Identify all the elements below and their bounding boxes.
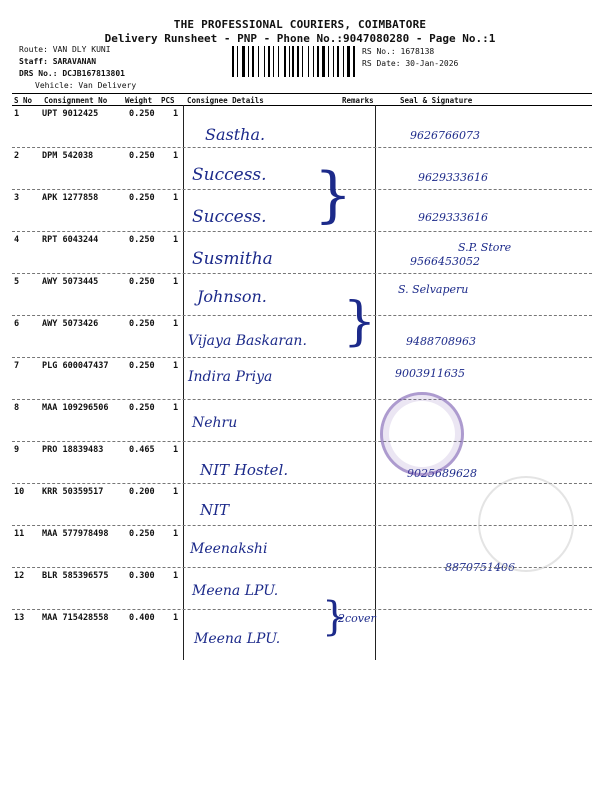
row-weight: 0.250 bbox=[129, 151, 155, 161]
barcode-bar bbox=[310, 46, 312, 77]
row-weight: 0.250 bbox=[129, 193, 155, 203]
barcode-bar bbox=[246, 46, 247, 77]
row-pcs: 1 bbox=[173, 529, 179, 539]
row-pcs: 1 bbox=[173, 445, 179, 455]
row-pcs: 1 bbox=[173, 571, 179, 581]
row-signature: 9629333616 bbox=[418, 171, 488, 184]
row-consignment: MAA 577978498 bbox=[42, 529, 109, 539]
row-separator bbox=[12, 231, 592, 232]
barcode-bar bbox=[326, 46, 327, 77]
row-consignment: AWY 5073445 bbox=[42, 277, 99, 287]
row-signature: 9003911635 bbox=[395, 367, 465, 380]
barcode-bar bbox=[347, 46, 350, 77]
row-consignment: UPT 9012425 bbox=[42, 109, 99, 119]
row-signature: 9629333616 bbox=[418, 211, 488, 224]
barcode-bar bbox=[292, 46, 294, 77]
row-pcs: 1 bbox=[173, 193, 179, 203]
row-signature: 9488708963 bbox=[406, 335, 476, 348]
table-top-rule bbox=[12, 93, 592, 94]
barcode-bar bbox=[297, 46, 299, 77]
barcode-bar bbox=[232, 46, 234, 77]
row-pcs: 1 bbox=[173, 361, 179, 371]
barcode-bar bbox=[258, 46, 259, 77]
row-sno: 1 bbox=[14, 109, 20, 119]
drs-value: DCJB167813801 bbox=[62, 69, 125, 78]
row-separator bbox=[12, 315, 592, 316]
barcode-bar bbox=[235, 46, 236, 77]
barcode-bar bbox=[308, 46, 309, 77]
barcode-bar bbox=[271, 46, 272, 77]
vehicle-label: Vehicle: Van Delivery bbox=[35, 81, 137, 90]
staff-value: SARAVANAN bbox=[52, 57, 97, 66]
row-separator bbox=[12, 273, 592, 274]
row-signature: 8870751406 bbox=[445, 561, 515, 574]
barcode-bar bbox=[317, 46, 319, 77]
barcode-bar bbox=[275, 46, 277, 77]
row-consignment: PRO 18839483 bbox=[42, 445, 104, 455]
row-sno: 7 bbox=[14, 361, 20, 371]
barcode-bar bbox=[248, 46, 249, 77]
col-sno: S No bbox=[14, 96, 33, 105]
col-consignee: Consignee Details bbox=[187, 96, 264, 105]
barcode-bar bbox=[304, 46, 307, 77]
barcode-bar bbox=[284, 46, 286, 77]
row-weight: 0.250 bbox=[129, 361, 155, 371]
barcode-bar bbox=[239, 46, 241, 77]
row-pcs: 1 bbox=[173, 151, 179, 161]
row-pcs: 1 bbox=[173, 487, 179, 497]
row-signature: 9566453052 bbox=[410, 255, 480, 268]
barcode-bar bbox=[237, 46, 238, 77]
two-cover-note: 2cover bbox=[338, 612, 376, 625]
brace-rows-5-6: } bbox=[343, 292, 377, 352]
brace-rows-12-13: } bbox=[322, 594, 348, 640]
barcode-bar bbox=[260, 46, 263, 77]
route-label: Route: VAN DLY KUNI bbox=[19, 45, 111, 54]
rs-date: RS Date: 30-Jan-2026 bbox=[362, 59, 459, 68]
table-header-rule bbox=[12, 105, 592, 106]
barcode-bar bbox=[333, 46, 334, 77]
barcode-bar bbox=[250, 46, 251, 77]
row-sno: 13 bbox=[14, 613, 25, 623]
barcode-bar bbox=[295, 46, 296, 77]
row-consignment: MAA 715428558 bbox=[42, 613, 109, 623]
row-sno: 3 bbox=[14, 193, 20, 203]
staff-label: Staff: bbox=[19, 57, 48, 66]
row-sno: 11 bbox=[14, 529, 25, 539]
barcode-bar bbox=[287, 46, 288, 77]
barcode-bar bbox=[353, 46, 355, 77]
row-separator bbox=[12, 357, 592, 358]
row-consignment: RPT 6043244 bbox=[42, 235, 99, 245]
row-weight: 0.300 bbox=[129, 571, 155, 581]
barcode-bar bbox=[266, 46, 267, 77]
barcode-bar bbox=[328, 46, 329, 77]
barcode-bar bbox=[278, 46, 279, 77]
row-weight: 0.250 bbox=[129, 403, 155, 413]
col-seal: Seal & Signature bbox=[400, 96, 473, 105]
row-sno: 10 bbox=[14, 487, 25, 497]
row-consignee: Meenakshi bbox=[190, 541, 268, 557]
row-consignment: KRR 50359517 bbox=[42, 487, 104, 497]
row-consignee: NIT bbox=[200, 501, 230, 519]
barcode-bar bbox=[242, 46, 245, 77]
row-weight: 0.250 bbox=[129, 109, 155, 119]
barcode-bar bbox=[290, 46, 291, 77]
barcode-bar bbox=[335, 46, 336, 77]
row-consignee: Vijaya Baskaran. bbox=[188, 333, 307, 349]
row-consignment: DPM 542038 bbox=[42, 151, 94, 161]
row-consignee: Meena LPU. bbox=[194, 631, 281, 647]
row-signature: 9025689628 bbox=[407, 467, 477, 480]
office-seal-stamp bbox=[380, 392, 464, 476]
col-remarks: Remarks bbox=[342, 96, 374, 105]
row-weight: 0.200 bbox=[129, 487, 155, 497]
barcode-bar bbox=[300, 46, 301, 77]
row-signature: 9626766073 bbox=[410, 129, 480, 142]
row-pcs: 1 bbox=[173, 235, 179, 245]
row-separator bbox=[12, 147, 592, 148]
col-weight: Weight bbox=[125, 96, 153, 105]
sp-store-note: S.P. Store bbox=[458, 241, 512, 254]
col-pcs: PCS bbox=[161, 96, 175, 105]
row-weight: 0.250 bbox=[129, 319, 155, 329]
row-consignee: Johnson. bbox=[197, 287, 267, 306]
row-sno: 8 bbox=[14, 403, 20, 413]
barcode-bar bbox=[337, 46, 339, 77]
barcode-bar bbox=[273, 46, 274, 77]
row-consignment: APK 1277858 bbox=[42, 193, 99, 203]
barcode-bar bbox=[268, 46, 270, 77]
barcode-bar bbox=[351, 46, 352, 77]
row-separator bbox=[12, 189, 592, 190]
row-pcs: 1 bbox=[173, 403, 179, 413]
row-consignee: Indira Priya bbox=[188, 369, 273, 385]
row-sno: 5 bbox=[14, 277, 20, 287]
barcode-bar bbox=[289, 46, 290, 77]
row-consignment: BLR 585396575 bbox=[42, 571, 109, 581]
row-consignee: Success. bbox=[192, 207, 267, 227]
runsheet-subtitle: Delivery Runsheet - PNP - Phone No.:9047080280 - Page No.:1 bbox=[104, 32, 496, 45]
row-pcs: 1 bbox=[173, 319, 179, 329]
row-sno: 9 bbox=[14, 445, 20, 455]
rs-number: RS No.: 1678138 bbox=[362, 47, 435, 56]
row-signature: S. Selvaperu bbox=[398, 283, 469, 296]
barcode-bar bbox=[252, 46, 254, 77]
barcode-bar bbox=[343, 46, 344, 77]
barcode-bar bbox=[320, 46, 321, 77]
row-pcs: 1 bbox=[173, 277, 179, 287]
row-sno: 6 bbox=[14, 319, 20, 329]
row-weight: 0.465 bbox=[129, 445, 155, 455]
staff-line bbox=[19, 57, 96, 66]
barcode-bar bbox=[313, 46, 314, 77]
row-consignment: PLG 600047437 bbox=[42, 361, 109, 371]
row-weight: 0.250 bbox=[129, 529, 155, 539]
drs-label: DRS No.: bbox=[19, 69, 58, 78]
row-weight: 0.250 bbox=[129, 277, 155, 287]
row-consignee: Sastha. bbox=[205, 125, 266, 144]
row-separator bbox=[12, 399, 592, 400]
barcode-bar bbox=[302, 46, 303, 77]
barcode-bar bbox=[264, 46, 265, 77]
row-sno: 2 bbox=[14, 151, 20, 161]
row-sno: 4 bbox=[14, 235, 20, 245]
barcode-bar bbox=[356, 46, 357, 77]
row-separator bbox=[12, 609, 592, 610]
row-consignee: Nehru bbox=[192, 415, 238, 431]
row-consignment: AWY 5073426 bbox=[42, 319, 99, 329]
row-weight: 0.400 bbox=[129, 613, 155, 623]
row-consignment: MAA 109296506 bbox=[42, 403, 109, 413]
brace-rows-2-3: } bbox=[314, 160, 353, 230]
barcode-bar bbox=[345, 46, 346, 77]
row-separator bbox=[12, 441, 592, 442]
faint-seal-stamp bbox=[478, 476, 574, 572]
row-consignee: Susmitha bbox=[192, 249, 273, 269]
row-consignee: NIT Hostel. bbox=[200, 461, 289, 479]
row-consignee: Meena LPU. bbox=[192, 583, 279, 599]
row-weight: 0.250 bbox=[129, 235, 155, 245]
barcode-bar bbox=[315, 46, 316, 77]
col-consignment: Consignment No bbox=[44, 96, 108, 105]
row-consignee: Success. bbox=[192, 165, 267, 185]
barcode-bar bbox=[322, 46, 325, 77]
row-sno: 12 bbox=[14, 571, 25, 581]
barcode-bar bbox=[340, 46, 342, 77]
runsheet-title: THE PROFESSIONAL COURIERS, COIMBATORE bbox=[173, 18, 427, 31]
row-pcs: 1 bbox=[173, 109, 179, 119]
barcode-bar bbox=[280, 46, 283, 77]
barcode-bar bbox=[255, 46, 257, 77]
barcode bbox=[232, 46, 358, 77]
barcode-bar bbox=[330, 46, 332, 77]
row-pcs: 1 bbox=[173, 613, 179, 623]
drs-line bbox=[19, 69, 125, 78]
